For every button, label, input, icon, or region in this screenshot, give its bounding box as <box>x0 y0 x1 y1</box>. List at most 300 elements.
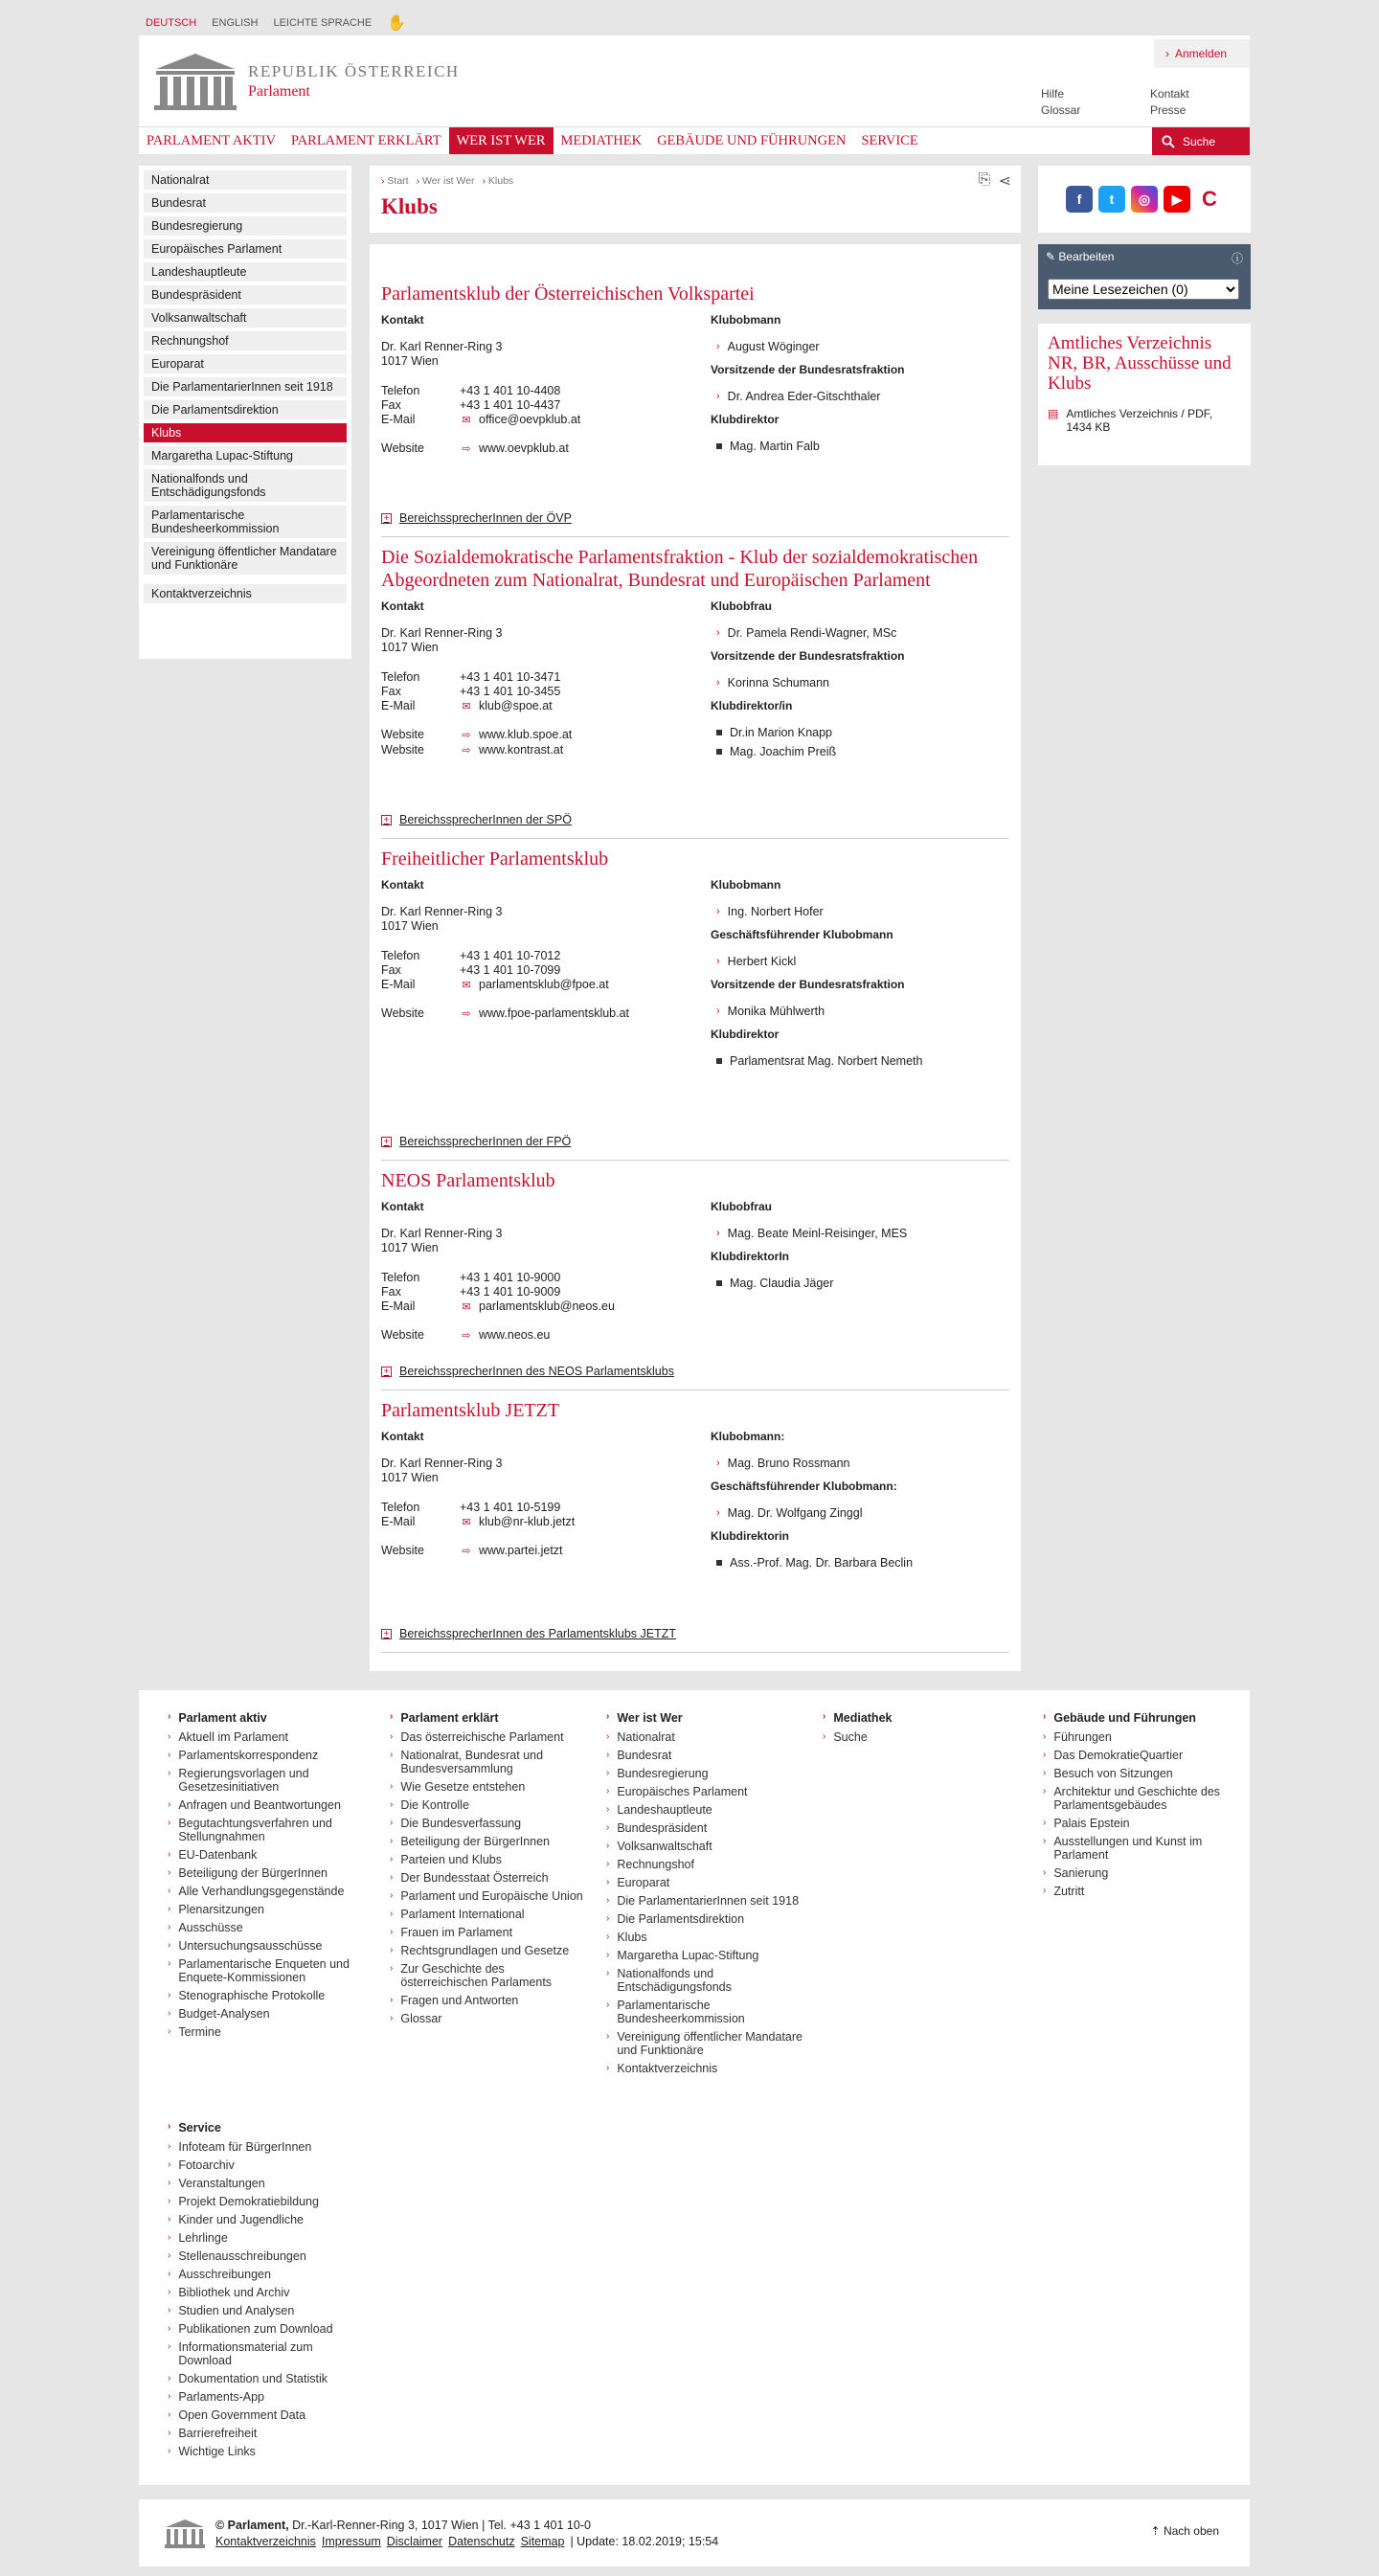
bookmark-add-icon[interactable]: ⎘ <box>978 171 991 188</box>
footer-link[interactable]: › Die Parlamentsdirektion <box>606 1912 745 1926</box>
chevron-right-icon: › <box>168 1799 171 1810</box>
language-bar <box>146 13 406 33</box>
chevron-right-icon: › <box>606 1950 610 1960</box>
logo-title: REPUBLIK ÖSTERREICH <box>248 62 460 80</box>
footer-link[interactable]: › Parlament und Europäische Union <box>390 1889 583 1903</box>
footer-link[interactable]: › Ausstellungen und Kunst im Parlament <box>1043 1835 1203 1862</box>
footer-link[interactable]: › Veranstaltungen <box>168 2177 265 2190</box>
fax: +43 1 401 10-3455 <box>460 685 561 698</box>
chevron-right-icon: › <box>390 1945 394 1955</box>
footer-link[interactable]: › Nationalrat, Bundesrat und Bundesversammlung <box>390 1749 544 1775</box>
sidebar-item[interactable]: Europäisches Parlament <box>144 239 347 259</box>
sign-language-icon[interactable]: ✋ <box>387 15 407 32</box>
copyright: © Parlament, Dr.-Karl-Renner-Ring 3, 1017 Wien | Tel. +43 1 401 10-0 <box>215 2519 591 2532</box>
footer-link[interactable]: › Ausschüsse <box>168 1921 243 1934</box>
footer-heading[interactable]: › Gebäude und Führungen <box>1043 1711 1196 1725</box>
chevron-right-icon: › <box>1043 1750 1047 1760</box>
footer-link[interactable]: › Regierungsvorlagen und Gesetzesinitiativen <box>168 1767 309 1794</box>
address-line: Dr. Karl Renner-Ring 3 <box>381 626 503 640</box>
person-link[interactable]: › Dr. Pamela Rendi-Wagner, MSc <box>716 626 897 640</box>
person-link[interactable]: Dr.in Marion Knapp <box>711 726 1009 739</box>
footer-link[interactable]: › Stellenausschreibungen <box>168 2249 306 2263</box>
footer-link[interactable]: › Studien und Analysen <box>168 2304 295 2317</box>
footer-link[interactable]: › Zutritt <box>1043 1885 1085 1898</box>
footer-link[interactable]: › Fragen und Antworten <box>390 1994 519 2007</box>
bookmarks-panel <box>1038 244 1251 309</box>
club-name: Die Sozialdemokratische Parlamentsfraktion - Klub der sozialdemokratischen Abgeordneten zum Nationalrat, Bundesrat und Europäischen Parlament <box>381 547 979 591</box>
footer-link[interactable]: › Budget-Analysen <box>168 2007 270 2021</box>
pdf-icon: ▤ <box>1048 407 1059 420</box>
footer-link[interactable]: › Bundespräsident <box>606 1821 708 1835</box>
meta-help[interactable]: Hilfe <box>1041 87 1065 101</box>
footer-link[interactable]: › Fotoarchiv <box>168 2158 235 2172</box>
chevron-right-icon: › <box>168 2323 171 2334</box>
chevron-right-icon: › <box>1043 1886 1047 1896</box>
footer-link[interactable]: › Palais Epstein <box>1043 1817 1130 1830</box>
website-link[interactable]: ⇨ www.fpoe-parlamentsklub.at <box>460 1006 629 1022</box>
sidebar-item[interactable]: Europarat <box>144 354 347 373</box>
chevron-right-icon: › <box>168 2428 171 2438</box>
footer-link[interactable]: › Sanierung <box>1043 1866 1109 1880</box>
footer-column <box>168 2121 364 2463</box>
footer-link[interactable]: › Kinder und Jugendliche <box>168 2213 304 2226</box>
person-link[interactable]: › Mag. Bruno Rossmann <box>716 1457 850 1470</box>
parliament-logo-small-icon <box>164 2519 206 2549</box>
chevron-right-icon: › <box>716 906 720 917</box>
parlament-app-icon[interactable]: C <box>1196 186 1223 213</box>
footer-link[interactable]: › Rechnungshof <box>606 1858 694 1871</box>
footer-link[interactable]: › Informationsmaterial zum Download <box>168 2340 313 2367</box>
lang-de[interactable]: DEUTSCH <box>146 17 197 29</box>
footer-link[interactable]: › Plenarsitzungen <box>168 1903 264 1916</box>
meta-press[interactable]: Presse <box>1150 103 1187 117</box>
chevron-right-icon: › <box>1043 1768 1047 1778</box>
club-contact: Kontakt Dr. Karl Renner-Ring 3 1017 Wien Telefon +43 1 401 10-3471 Fax +43 1 401 10-3455 E-Mail ✉ klub@spoe.at Website ⇨ www.klub.spoe.at Website ⇨ www.kontrast.at <box>381 599 707 758</box>
footer-link[interactable]: › Das österreichische Parlament <box>390 1730 564 1744</box>
mail-icon: ✉ <box>462 1301 471 1313</box>
footer-link[interactable]: › Parlamentarische Enqueten und Enquete-Kommissionen <box>168 1957 350 1984</box>
chevron-right-icon: › <box>168 2232 171 2243</box>
footer-link[interactable]: › Beteiligung der BürgerInnen <box>390 1835 551 1848</box>
footer-link[interactable]: › Frauen im Parlament <box>390 1926 513 1939</box>
footer-column <box>823 1711 1019 1749</box>
email-link[interactable]: ✉ parlamentsklub@fpoe.at <box>460 978 609 993</box>
legal-link[interactable]: Disclaimer <box>386 2535 443 2548</box>
person-link[interactable]: Mag. Joachim Preiß <box>711 745 1009 758</box>
footer-link[interactable]: › Begutachtungsverfahren und Stellungnahmen <box>168 1817 332 1843</box>
footer-link[interactable]: › Beteiligung der BürgerInnen <box>168 1866 328 1880</box>
club-section <box>381 282 1009 455</box>
person-link[interactable]: › Dr. Andrea Eder-Gitschthaler <box>716 390 881 403</box>
footer-link[interactable]: › Die Kontrolle <box>390 1798 469 1812</box>
club-roles <box>711 878 1009 1068</box>
info-icon[interactable]: ⓘ <box>1231 252 1243 265</box>
footer-link[interactable]: › Kontaktverzeichnis <box>606 2062 718 2075</box>
role-title: Klubobfrau <box>711 599 772 613</box>
address-line: Dr. Karl Renner-Ring 3 <box>381 905 503 918</box>
website-link[interactable]: ⇨ www.neos.eu <box>460 1328 550 1344</box>
bullet-icon <box>716 1560 722 1566</box>
email-link[interactable]: ✉ klub@nr-klub.jetzt <box>460 1515 575 1530</box>
club-name: Parlamentsklub JETZT <box>381 1400 560 1421</box>
website-link[interactable]: ⇨ www.kontrast.at <box>460 743 563 758</box>
nav-mediathek[interactable]: MEDIATHEK <box>560 132 643 148</box>
footer-column <box>606 1711 803 2080</box>
email-link[interactable]: ✉ parlamentsklub@neos.eu <box>460 1299 615 1315</box>
chevron-right-icon: › <box>823 1711 826 1722</box>
contact-label: Kontakt <box>381 599 424 613</box>
legal-link[interactable]: Impressum <box>321 2535 381 2548</box>
chevron-right-icon: › <box>606 1895 610 1906</box>
person-link[interactable]: Ass.-Prof. Mag. Dr. Barbara Beclin <box>711 1556 1009 1570</box>
footer-link[interactable]: › Lehrlinge <box>168 2231 228 2245</box>
person-link[interactable]: › August Wöginger <box>716 340 820 353</box>
address-line: Dr. Karl Renner-Ring 3 <box>381 1227 503 1240</box>
twitter-icon[interactable]: t <box>1098 186 1125 213</box>
plus-icon: + <box>381 815 392 825</box>
club-section <box>381 546 1009 758</box>
email-link[interactable]: ✉ office@oevpklub.at <box>460 413 580 428</box>
register-pdf-link[interactable]: ▤ Amtliches Verzeichnis / PDF, 1434 KB <box>1048 407 1213 434</box>
nav-service[interactable]: SERVICE <box>861 132 918 148</box>
address-city: 1017 Wien <box>381 1471 439 1484</box>
sidebar-item[interactable]: Vereinigung öffentlicher Mandatare und Funktionäre <box>144 542 347 575</box>
fax: +43 1 401 10-4437 <box>460 398 561 412</box>
chevron-right-icon: › <box>716 677 720 689</box>
person-link[interactable]: Mag. Martin Falb <box>711 440 1009 453</box>
chevron-right-icon: › <box>606 1711 610 1722</box>
footer-link[interactable]: › Nationalrat <box>606 1730 675 1744</box>
person-link[interactable]: Parlamentsrat Mag. Norbert Nemeth <box>711 1054 1009 1068</box>
legal-link[interactable]: Kontaktverzeichnis <box>215 2535 316 2548</box>
chevron-right-icon: › <box>823 1731 826 1742</box>
footer-link[interactable]: › Volksanwaltschaft <box>606 1840 712 1853</box>
club-contact: Kontakt Dr. Karl Renner-Ring 3 1017 Wien Telefon +43 1 401 10-4408 Fax +43 1 401 10-4437 E-Mail ✉ office@oevpklub.at Website ⇨ www.oevpklub.at <box>381 313 707 457</box>
bullet-icon <box>716 749 722 755</box>
footer-link[interactable]: › Besuch von Sitzungen <box>1043 1767 1173 1780</box>
footer-link[interactable]: › Glossar <box>390 2012 442 2025</box>
chevron-right-icon: › <box>168 1849 171 1860</box>
club-contact: Kontakt Dr. Karl Renner-Ring 3 1017 Wien Telefon +43 1 401 10-7012 Fax +43 1 401 10-7099 E-Mail ✉ parlamentsklub@fpoe.at Website ⇨ www.fpoe-parlamentsklub.at <box>381 878 707 1022</box>
role-title: Klubdirektorin <box>711 1529 790 1543</box>
sidebar-item[interactable]: Landeshauptleute <box>144 262 347 282</box>
chevron-right-icon: › <box>606 2000 610 2010</box>
spokespersons-toggle[interactable]: + BereichssprecherInnen des NEOS Parlamentsklubs <box>381 1365 674 1378</box>
bullet-icon <box>716 1058 722 1064</box>
external-link-icon: ⇨ <box>462 443 471 455</box>
sidebar-item[interactable]: Die Parlamentsdirektion <box>144 400 347 419</box>
share-icon[interactable]: ⋖ <box>998 173 1011 190</box>
chevron-right-icon: › <box>1043 1836 1047 1846</box>
footer-column <box>168 1711 364 2044</box>
facebook-icon[interactable]: f <box>1066 186 1093 213</box>
nav-parlament-aktiv[interactable]: PARLAMENT AKTIV <box>147 132 276 148</box>
club-name: Parlamentsklub der Österreichischen Volkspartei <box>381 283 755 305</box>
person-link[interactable]: Mag. Claudia Jäger <box>711 1277 1009 1290</box>
contact-label: Kontakt <box>381 313 424 327</box>
chevron-right-icon: › <box>606 1822 610 1833</box>
chevron-right-icon: › <box>168 1711 171 1722</box>
footer-link[interactable]: › Alle Verhandlungsgegenstände <box>168 1885 345 1898</box>
footer-link[interactable]: › Dokumentation und Statistik <box>168 2372 328 2385</box>
phone: +43 1 401 10-3471 <box>460 670 561 684</box>
sidebar-item[interactable]: Bundesrat <box>144 193 347 213</box>
chevron-right-icon: › <box>716 1228 720 1239</box>
bottom-bar <box>139 2499 1250 2566</box>
footer-link[interactable]: › Parlaments-App <box>168 2390 264 2404</box>
footer-link[interactable]: › Die Bundesverfassung <box>390 1817 522 1830</box>
edit-label[interactable]: ✎ Bearbeiten <box>1046 250 1115 263</box>
footer-heading[interactable]: › Wer ist Wer <box>606 1711 683 1725</box>
footer-link[interactable]: › Vereinigung öffentlicher Mandatare und Funktionäre <box>606 2030 803 2057</box>
main-nav <box>139 126 1250 154</box>
chevron-right-icon: › <box>716 341 720 352</box>
sidebar-item[interactable]: Nationalfonds und Entschädigungsfonds <box>144 469 347 502</box>
chevron-right-icon: › <box>168 2305 171 2316</box>
breadcrumb <box>381 175 513 187</box>
club-roles <box>711 313 1009 453</box>
footer-link[interactable]: › Barrierefreiheit <box>168 2427 258 2440</box>
person-link[interactable]: › Ing. Norbert Hofer <box>716 905 824 918</box>
club-section <box>381 847 1009 1068</box>
person-link[interactable]: › Mag. Beate Meinl-Reisinger, MES <box>716 1227 908 1240</box>
chevron-right-icon: › <box>168 2008 171 2019</box>
social-links <box>1038 166 1251 233</box>
footer-link[interactable]: › Architektur und Geschichte des Parlamentsgebäudes <box>1043 1785 1221 1812</box>
club-roles <box>711 1430 1009 1570</box>
register-title: Amtliches Verzeichnis NR, BR, Ausschüsse und Klubs <box>1048 333 1232 394</box>
footer-link[interactable]: › Klubs <box>606 1931 647 1944</box>
legal-links <box>215 2535 718 2548</box>
chevron-right-icon: › <box>168 2141 171 2152</box>
login-button[interactable]: › Anmelden <box>1154 39 1250 68</box>
chevron-right-icon: › <box>168 2446 171 2456</box>
footer-link[interactable]: › Parlamentskorrespondenz <box>168 1749 319 1762</box>
footer-link[interactable]: › Zur Geschichte des österreichischen Parlaments <box>390 1962 553 1989</box>
chevron-right-icon: › <box>168 1750 171 1760</box>
footer-link[interactable]: › Rechtsgrundlagen und Gesetze <box>390 1944 570 1957</box>
phone: +43 1 401 10-4408 <box>460 384 561 397</box>
chevron-right-icon: › <box>390 1995 394 2005</box>
chevron-right-icon: › <box>390 2013 394 2023</box>
footer-link[interactable]: › Der Bundesstaat Österreich <box>390 1871 549 1885</box>
plus-icon: + <box>381 513 392 524</box>
chevron-right-icon: › <box>716 1006 720 1017</box>
chevron-right-icon: › <box>716 391 720 402</box>
footer-heading[interactable]: › Parlament erklärt <box>390 1711 499 1725</box>
footer-link[interactable]: › Aktuell im Parlament <box>168 1730 288 1744</box>
website-link[interactable]: ⇨ www.klub.spoe.at <box>460 728 572 743</box>
sidebar-item[interactable]: Volksanwaltschaft <box>144 308 347 328</box>
footer-link[interactable]: › Bundesrat <box>606 1749 672 1762</box>
fax: +43 1 401 10-9009 <box>460 1285 561 1299</box>
chevron-right-icon: › <box>606 1786 610 1796</box>
footer-link[interactable]: › Die ParlamentarierInnen seit 1918 <box>606 1894 800 1908</box>
sidebar-item[interactable]: Bundesregierung <box>144 216 347 236</box>
footer-heading[interactable]: › Service <box>168 2121 221 2135</box>
spokespersons-toggle[interactable]: + BereichssprecherInnen der SPÖ <box>381 813 572 826</box>
club-contact: Kontakt Dr. Karl Renner-Ring 3 1017 Wien Telefon +43 1 401 10-9000 Fax +43 1 401 10-9009 E-Mail ✉ parlamentsklub@neos.eu Website ⇨ www.neos.eu <box>381 1200 707 1344</box>
breadcrumb-current: › Klubs <box>482 175 514 187</box>
footer-link[interactable]: › Suche <box>823 1730 868 1744</box>
mail-icon: ✉ <box>462 1517 471 1528</box>
plus-icon: + <box>381 1367 392 1377</box>
chevron-right-icon: › <box>606 1859 610 1869</box>
arrow-up-icon: ⇡ <box>1150 2524 1161 2538</box>
search-button[interactable]: Suche <box>1152 127 1250 155</box>
footer-link[interactable]: › Führungen <box>1043 1730 1112 1744</box>
chevron-right-icon: › <box>168 2026 171 2037</box>
lang-easy[interactable]: LEICHTE SPRACHE <box>273 17 373 29</box>
nav-wer-ist-wer[interactable]: WER IST WER <box>449 127 554 154</box>
footer-link[interactable]: › Open Government Data <box>168 2408 306 2422</box>
chevron-right-icon: › <box>606 1768 610 1778</box>
chevron-right-icon: › <box>168 1731 171 1742</box>
footer-link[interactable]: › Landeshauptleute <box>606 1803 712 1817</box>
meta-glossary[interactable]: Glossar <box>1041 103 1081 117</box>
address-city: 1017 Wien <box>381 919 439 933</box>
footer-link[interactable]: › Untersuchungsausschüsse <box>168 1939 323 1953</box>
footer-link[interactable]: › Infoteam für BürgerInnen <box>168 2140 312 2154</box>
person-link[interactable]: › Herbert Kickl <box>716 955 797 968</box>
divider <box>381 536 1009 537</box>
nav-gebaeude[interactable]: GEBÄUDE UND FÜHRUNGEN <box>657 132 847 148</box>
back-to-top[interactable]: ⇡ Nach oben <box>1150 2524 1219 2538</box>
search-icon <box>1162 135 1175 148</box>
sidebar-item[interactable]: Parlamentarische Bundesheerkommission <box>144 506 347 538</box>
role-title: Vorsitzende der Bundesratsfraktion <box>711 363 905 376</box>
role-title: Vorsitzende der Bundesratsfraktion <box>711 978 905 991</box>
header <box>139 35 1250 154</box>
legal-link[interactable]: Datenschutz <box>448 2535 515 2548</box>
footer-link[interactable]: › Bibliothek und Archiv <box>168 2286 290 2299</box>
chevron-right-icon: › <box>390 1963 394 1974</box>
bullet-icon <box>716 730 722 735</box>
external-link-icon: ⇨ <box>462 1330 471 1342</box>
footer-link[interactable]: › Stenographische Protokolle <box>168 1989 326 2002</box>
legal-link[interactable]: Sitemap <box>520 2535 565 2548</box>
footer-link[interactable]: › Anfragen und Beantwortungen <box>168 1798 341 1812</box>
chevron-right-icon: › <box>1043 1731 1047 1742</box>
address-city: 1017 Wien <box>381 641 439 654</box>
address-line: Dr. Karl Renner-Ring 3 <box>381 340 503 353</box>
footer-link[interactable]: › Parlament International <box>390 1908 525 1921</box>
mail-icon: ✉ <box>462 415 471 426</box>
bookmarks-select[interactable] <box>1048 279 1239 300</box>
divider <box>381 838 1009 839</box>
divider <box>381 1652 1009 1653</box>
plus-icon: + <box>381 1629 392 1639</box>
logo[interactable] <box>152 52 460 111</box>
sidebar-item[interactable]: Nationalrat <box>144 170 347 190</box>
breadcrumb-start[interactable]: › Start <box>381 175 409 187</box>
person-link[interactable]: › Monika Mühlwerth <box>716 1005 825 1018</box>
chevron-right-icon: › <box>606 1750 610 1760</box>
website-link[interactable]: ⇨ www.oevpklub.at <box>460 441 569 457</box>
sidebar-item[interactable]: Rechnungshof <box>144 331 347 350</box>
sidebar <box>139 166 351 659</box>
footer-link[interactable]: › Ausschreibungen <box>168 2268 271 2281</box>
footer-link[interactable]: › Margaretha Lupac-Stiftung <box>606 1949 759 1962</box>
website-link[interactable]: ⇨ www.partei.jetzt <box>460 1544 563 1559</box>
footer-link[interactable]: › Europäisches Parlament <box>606 1785 748 1798</box>
chevron-right-icon: › <box>716 627 720 639</box>
phone: +43 1 401 10-5199 <box>460 1501 561 1514</box>
club-name: Freiheitlicher Parlamentsklub <box>381 848 609 870</box>
chevron-right-icon: › <box>168 1940 171 1951</box>
address-city: 1017 Wien <box>381 354 439 368</box>
chevron-right-icon: › <box>1043 1786 1047 1796</box>
meta-contact[interactable]: Kontakt <box>1150 87 1189 101</box>
footer-link[interactable]: › Das DemokratieQuartier <box>1043 1749 1184 1762</box>
footer-link[interactable]: › Nationalfonds und Entschädigungsfonds <box>606 1967 732 1994</box>
instagram-icon[interactable]: ◎ <box>1131 186 1158 213</box>
sidebar-item[interactable]: Die ParlamentarierInnen seit 1918 <box>144 377 347 396</box>
footer-link[interactable]: › Wichtige Links <box>168 2445 256 2458</box>
person-link[interactable]: › Mag. Dr. Wolfgang Zinggl <box>716 1506 863 1520</box>
club-name: NEOS Parlamentsklub <box>381 1170 555 1191</box>
chevron-right-icon: › <box>716 1457 720 1469</box>
role-title: Klubobmann <box>711 313 781 327</box>
footer-link[interactable]: › Europarat <box>606 1876 670 1889</box>
footer-link[interactable]: › Bundesregierung <box>606 1767 709 1780</box>
footer-link[interactable]: › Termine <box>168 2025 221 2039</box>
footer-link[interactable]: › Publikationen zum Download <box>168 2322 333 2336</box>
phone: +43 1 401 10-7012 <box>460 949 561 962</box>
spokespersons-toggle[interactable]: + BereichssprecherInnen der FPÖ <box>381 1135 571 1148</box>
page-tools <box>979 171 1011 191</box>
email-link[interactable]: ✉ klub@spoe.at <box>460 699 553 714</box>
lang-en[interactable]: ENGLISH <box>212 17 259 29</box>
sidebar-item[interactable]: Bundespräsident <box>144 285 347 305</box>
role-title: Klubdirektor/in <box>711 699 793 712</box>
chevron-right-icon: › <box>168 1904 171 1914</box>
sidebar-item[interactable]: Kontaktverzeichnis <box>144 584 347 603</box>
spokespersons-toggle[interactable]: + BereichssprecherInnen der ÖVP <box>381 511 572 525</box>
nav-parlament-erklaert[interactable]: PARLAMENT ERKLÄRT <box>290 132 441 148</box>
footer-link[interactable]: › Wie Gesetze entstehen <box>390 1780 526 1794</box>
footer-link[interactable]: › Parteien und Klubs <box>390 1853 502 1866</box>
role-title: KlubdirektorIn <box>711 1250 790 1263</box>
footer-link[interactable]: › Projekt Demokratiebildung <box>168 2195 319 2208</box>
sidebar-item[interactable]: Margaretha Lupac-Stiftung <box>144 446 347 465</box>
external-link-icon: ⇨ <box>462 1546 471 1557</box>
chevron-right-icon: › <box>168 1922 171 1932</box>
mail-icon: ✉ <box>462 701 471 712</box>
breadcrumb-wer-ist-wer[interactable]: › Wer ist Wer <box>416 175 475 187</box>
footer-heading[interactable]: › Mediathek <box>823 1711 893 1725</box>
chevron-right-icon: › <box>168 2391 171 2402</box>
chevron-right-icon: › <box>606 1841 610 1851</box>
role-title: Klubobfrau <box>711 1200 772 1213</box>
chevron-right-icon: › <box>390 1890 394 1901</box>
address-city: 1017 Wien <box>381 1241 439 1254</box>
sidebar-item[interactable]: Klubs <box>144 423 347 442</box>
chevron-right-icon: › <box>1043 1818 1047 1828</box>
footer-heading[interactable]: › Parlament aktiv <box>168 1711 267 1725</box>
spokespersons-toggle[interactable]: + BereichssprecherInnen des Parlamentsklubs JETZT <box>381 1627 676 1640</box>
chevron-right-icon: › <box>390 1818 394 1828</box>
person-link[interactable]: › Korinna Schumann <box>716 676 829 689</box>
role-title: Klubdirektor <box>711 1028 780 1041</box>
footer-link[interactable]: › EU-Datenbank <box>168 1848 258 1862</box>
youtube-icon[interactable]: ▶ <box>1164 186 1190 213</box>
update-date: | Update: 18.02.2019; 15:54 <box>570 2535 719 2548</box>
footer-link[interactable]: › Parlamentarische Bundesheerkommission <box>606 1999 745 2025</box>
club-roles <box>711 599 1009 758</box>
footer-sitemap <box>139 1690 1250 2485</box>
role-title: Geschäftsführender Klubobmann: <box>711 1480 897 1493</box>
